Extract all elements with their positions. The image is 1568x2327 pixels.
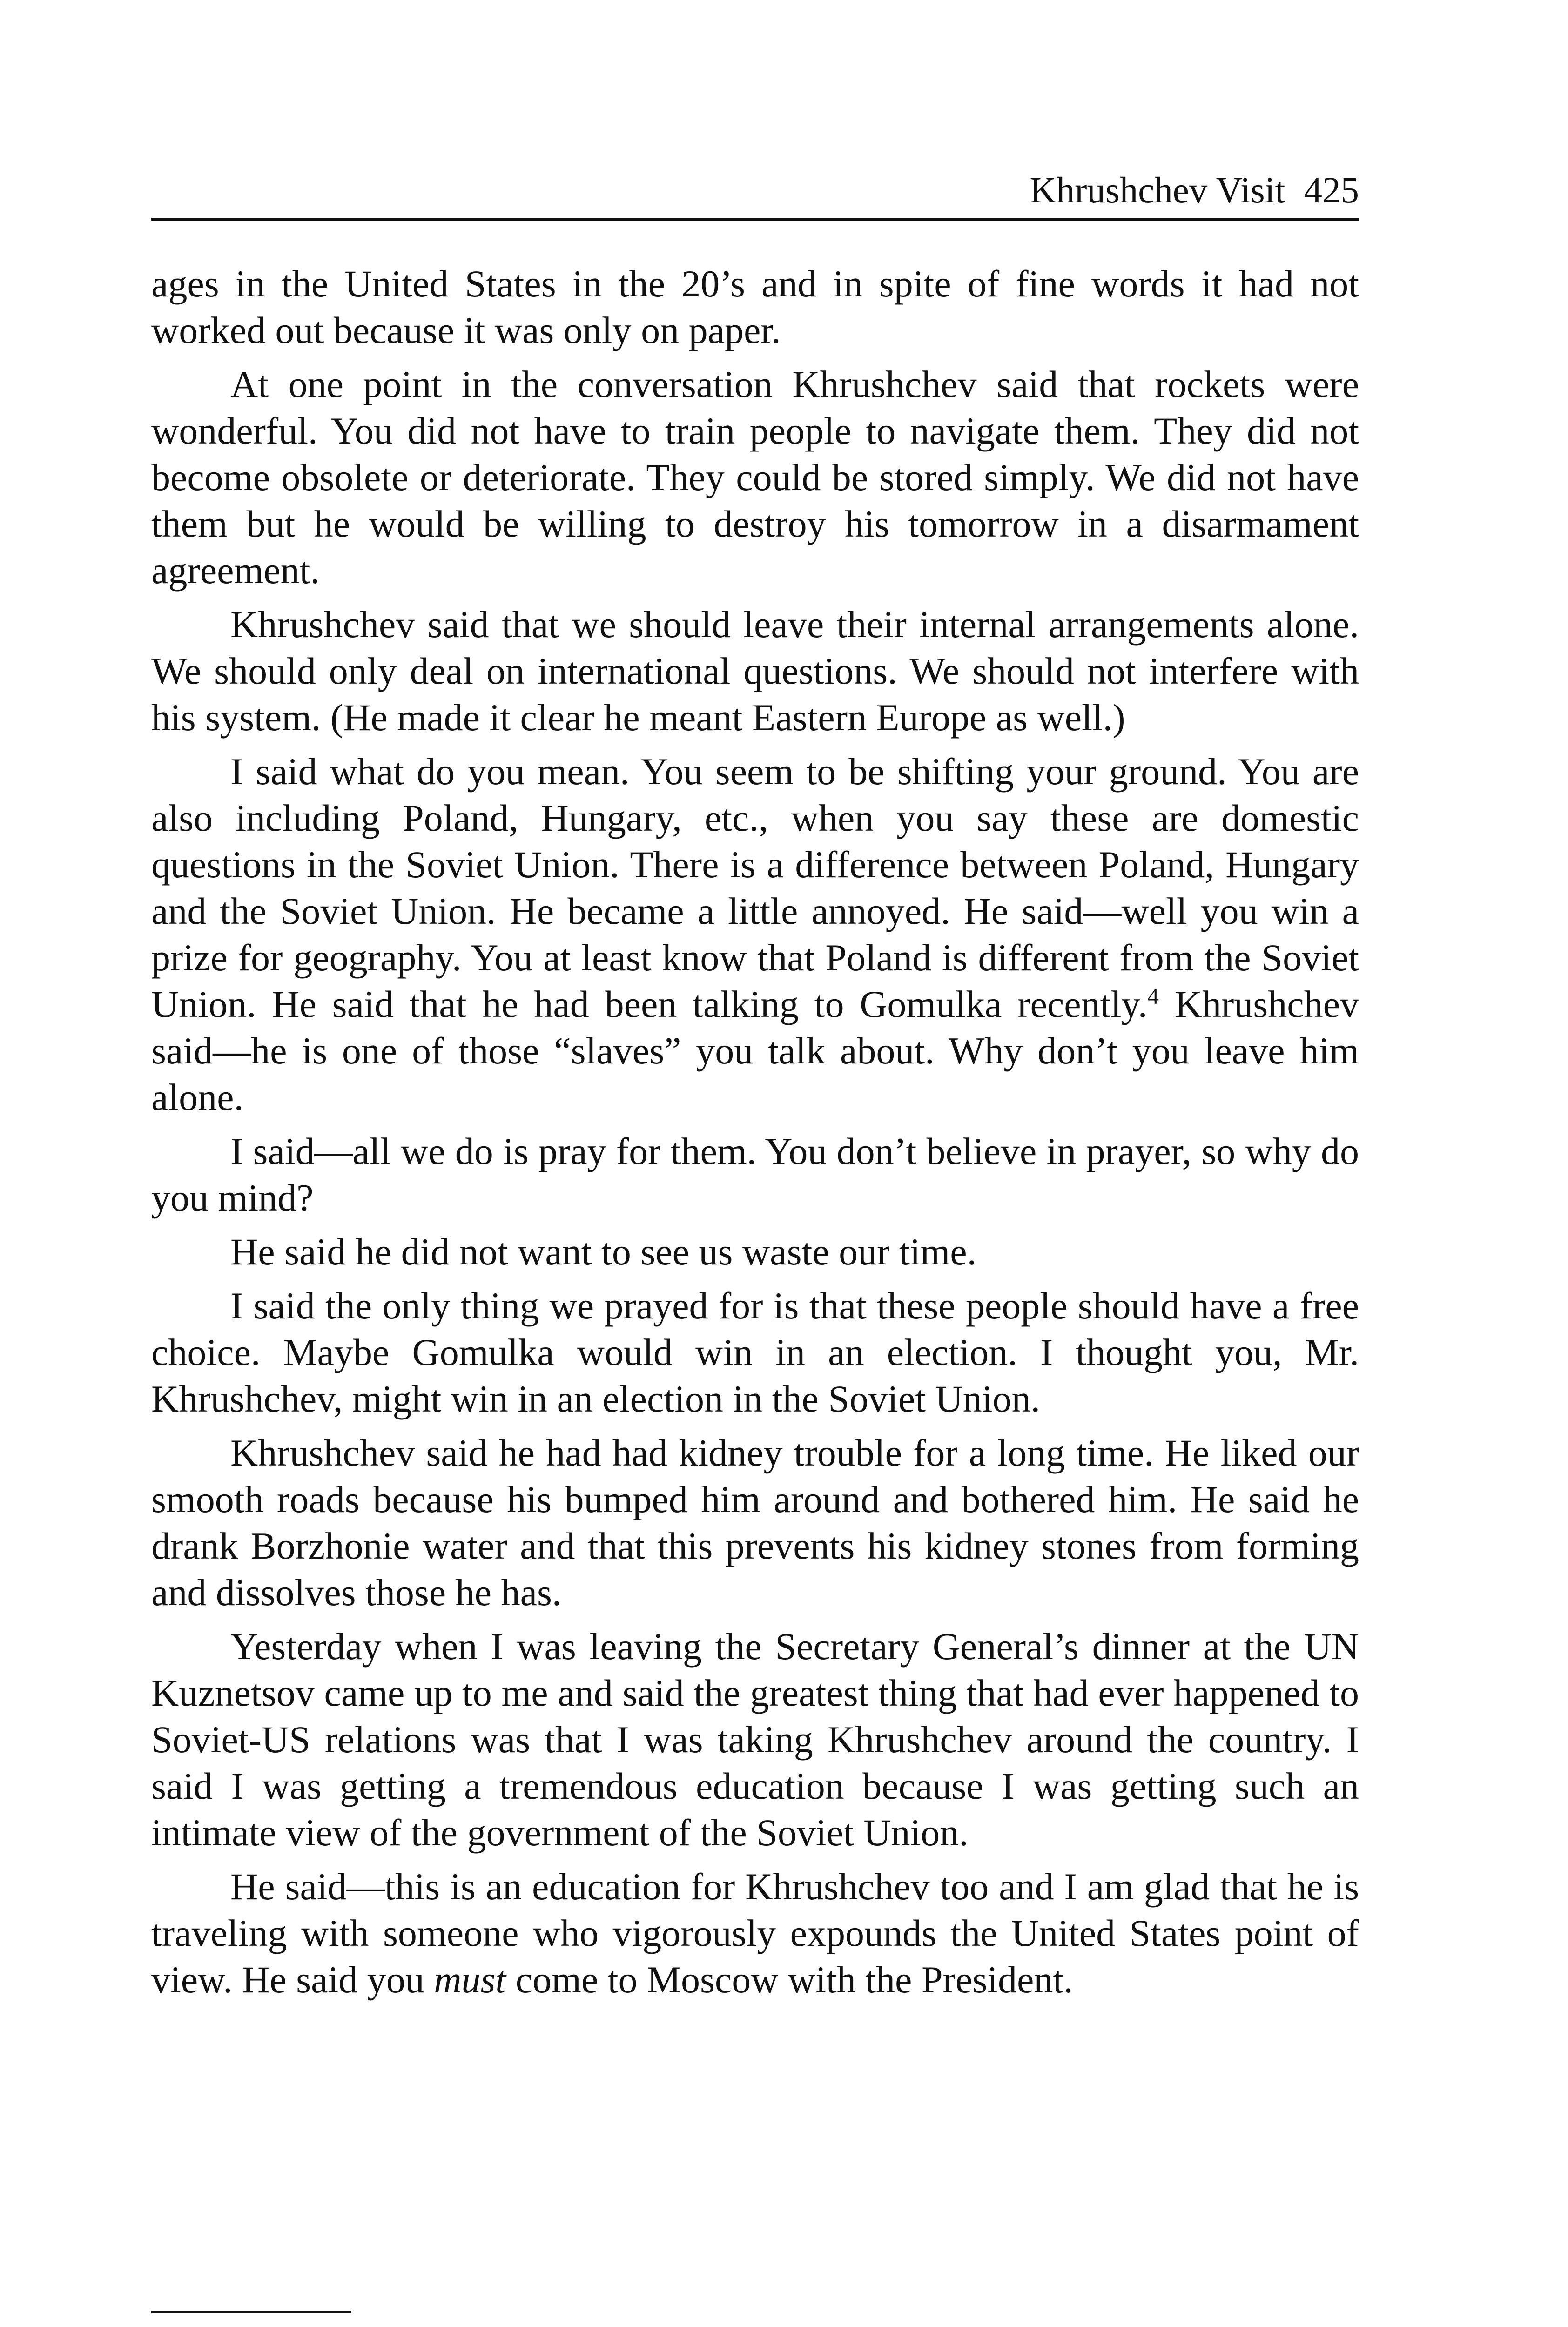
body-text <box>151 261 1359 2011</box>
footnote-reference: 4 <box>1147 983 1159 1009</box>
running-header <box>151 158 1359 219</box>
running-title: Khrushchev Visit <box>1030 170 1285 211</box>
running-head <box>1030 168 1359 214</box>
paragraph-7: I said the only thing we prayed for is that these people should have a free choice. Maybe Gomulka would win in an election. I thought you, Mr. Khrushchev, might win in an election in the Soviet Union. <box>151 1285 1359 1420</box>
paragraph-1: ages in the United States in the 20’s and in spite of fine words it had not worked out because it was only on paper. <box>151 262 1359 351</box>
paragraph-10-text-a: He said—this is an education for Khrushchev too and I am glad that he is traveling with someone who vigorously expounds the United States point of view. He said you <box>151 1865 1359 2001</box>
paragraph-2: At one point in the conversation Khrushchev said that rockets were wonderful. You did not have to train people to navigate them. They did not become obsolete or deteriorate. They could be stored simply. We did not have them but he would be willing to destroy his tomorrow in a disarmament agreement. <box>151 363 1359 592</box>
paragraph-4 <box>151 748 1359 1121</box>
page-number: 425 <box>1304 170 1359 211</box>
emphasis-must: must <box>434 1958 506 2001</box>
paragraph-10-text-b: come to Moscow with the President. <box>506 1958 1073 2001</box>
paragraph-5: I said—all we do is pray for them. You don’t believe in prayer, so why do you mind? <box>151 1130 1359 1219</box>
footnote-rule <box>151 2311 351 2313</box>
paragraph-4-text-a: I said what do you mean. You seem to be shifting your ground. You are also including Poland, Hungary, etc., when you say these are domestic questions in the Soviet Union. There is a difference between Poland, Hungary and the Soviet Union. He became a little annoyed. He said—well you win a prize for geography. You at least know that Poland is different from the Soviet Union. He said that he had been talking to Gomulka recently. <box>151 750 1359 1025</box>
header-rule <box>151 218 1359 221</box>
paragraph-4-text-b: Khrushchev said—he is one of those “slaves” you talk about. Why don’t you leave him alone. <box>151 983 1359 1118</box>
paragraph-9: Yesterday when I was leaving the Secretary General’s dinner at the UN Kuznetsov came up to me and said the greatest thing that had ever happened to Soviet-US relations was that I was taking Khrushchev around the country. I said I was getting a tremendous education because I was getting such an intimate view of the government of the Soviet Union. <box>151 1625 1359 1854</box>
paragraph-8: Khrushchev said he had had kidney trouble for a long time. He liked our smooth roads because his bumped him around and bothered him. He said he drank Borzhonie water and that this prevents his kidney stones from forming and dissolves those he has. <box>151 1432 1359 1614</box>
paragraph-6: He said he did not want to see us waste our time. <box>230 1231 977 1273</box>
paragraph-10 <box>151 1863 1359 2003</box>
paragraph-3: Khrushchev said that we should leave their internal arrangements alone. We should only deal on international questions. We should not interfere with his system. (He made it clear he meant Eastern Europe as well.) <box>151 603 1359 739</box>
